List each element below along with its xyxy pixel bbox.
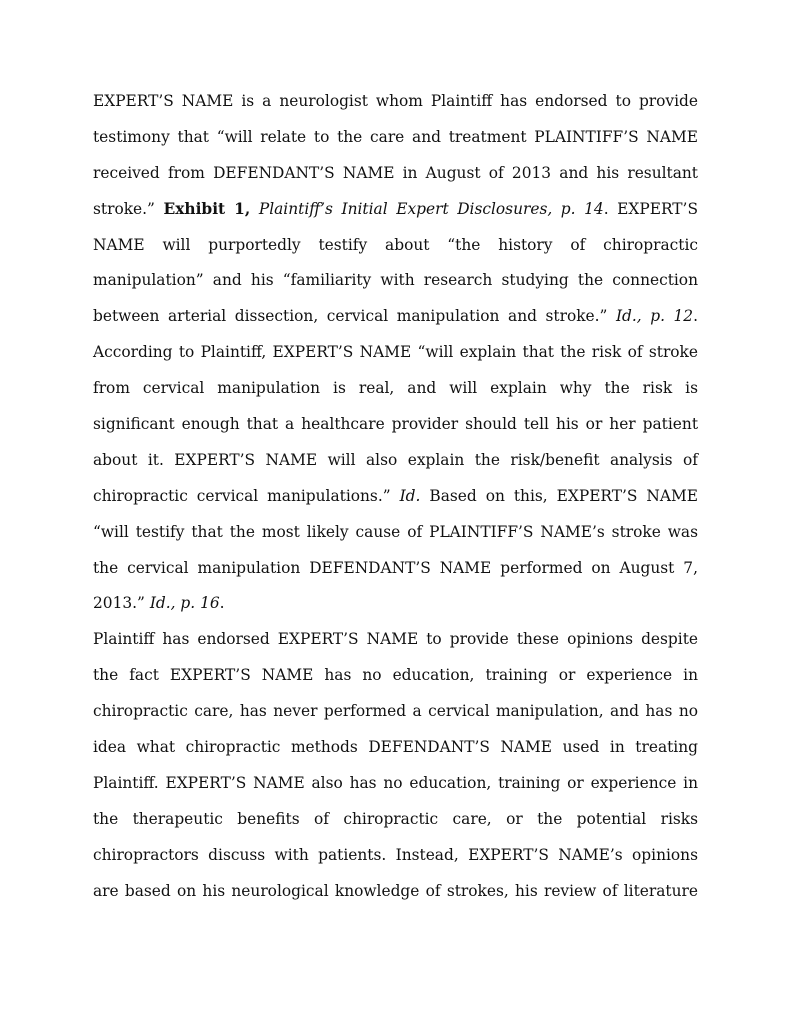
- document-body: [93, 84, 698, 909]
- text-line: [93, 263, 698, 299]
- paragraph-1: [93, 84, 698, 622]
- text-run: Plaintiff has endorsed EXPERT’S NAME to provide these opinions despite: [93, 630, 698, 649]
- text-run: Plaintiff. EXPERT’S NAME also has no education, training or experience in: [93, 773, 698, 792]
- text-line: [93, 838, 698, 874]
- text-line: [93, 407, 698, 443]
- text-line: [93, 622, 698, 658]
- text-line: [93, 299, 698, 335]
- text-run: .: [693, 307, 698, 326]
- paragraph-2: [93, 622, 698, 909]
- text-run: chiropractic care, has never performed a cervical manipulation, and has no: [93, 702, 698, 721]
- text-run: chiropractors discuss with patients. Instead, EXPERT’S NAME’s opinions: [93, 845, 698, 864]
- text-run: are based on his neurological knowledge of strokes, his review of literature: [93, 881, 698, 900]
- text-line: [93, 694, 698, 730]
- text-line: [93, 802, 698, 838]
- text-line: [93, 730, 698, 766]
- text-run: manipulation” and his “familiarity with research studying the connection: [93, 271, 698, 290]
- text-line: [93, 479, 698, 515]
- text-run: . EXPERT’S: [603, 199, 698, 218]
- text-line: [93, 84, 698, 120]
- text-run: the cervical manipulation DEFENDANT’S NAME performed on August 7,: [93, 558, 698, 577]
- text-run: between arterial dissection, cervical manipulation and stroke.”: [93, 307, 616, 326]
- citation: Id.: [399, 486, 421, 505]
- text-line: [93, 586, 698, 622]
- text-run: EXPERT’S NAME is a neurologist whom Plaintiff has endorsed to provide: [93, 92, 698, 110]
- text-run: NAME will purportedly testify about “the history of chiropractic: [93, 235, 698, 254]
- citation: Plaintiff’s Initial Expert Disclosures, p. 14: [258, 199, 604, 218]
- text-line: [93, 120, 698, 156]
- text-run: 2013.”: [93, 594, 150, 613]
- text-run: about it. EXPERT’S NAME will also explain the risk/benefit analysis of: [93, 450, 698, 469]
- text-line: [93, 874, 698, 910]
- text-line: [93, 551, 698, 587]
- text-run: chiropractic cervical manipulations.”: [93, 486, 400, 505]
- text-run: significant enough that a healthcare provider should tell his or her patient: [93, 415, 698, 434]
- citation: Id., p. 12: [615, 307, 694, 326]
- text-run: testimony that “will relate to the care and treatment PLAINTIFF’S NAME: [93, 127, 698, 146]
- text-run: the fact EXPERT’S NAME has no education, training or experience in: [93, 666, 698, 685]
- text-line: [93, 371, 698, 407]
- text-line: [93, 192, 698, 228]
- text-run: [250, 200, 259, 218]
- text-line: [93, 335, 698, 371]
- text-line: [93, 156, 698, 192]
- citation: Id., p. 16: [149, 594, 220, 613]
- text-run: from cervical manipulation is real, and will explain why the risk is: [93, 379, 698, 398]
- exhibit-reference: Exhibit 1,: [163, 199, 251, 218]
- text-run: .: [219, 594, 225, 613]
- text-run: According to Plaintiff, EXPERT’S NAME “will explain that the risk of stroke: [93, 343, 698, 362]
- text-run: Based on this, EXPERT’S NAME: [420, 486, 698, 505]
- text-line: [93, 658, 698, 694]
- text-run: “will testify that the most likely cause of PLAINTIFF’S NAME’s stroke was: [93, 522, 698, 541]
- text-line: [93, 443, 698, 479]
- text-run: received from DEFENDANT’S NAME in August of 2013 and his resultant: [93, 163, 698, 182]
- text-line: [93, 766, 698, 802]
- text-run: the therapeutic benefits of chiropractic care, or the potential risks: [93, 809, 698, 828]
- text-run: idea what chiropractic methods DEFENDANT’S NAME used in treating: [93, 738, 698, 757]
- text-line: [93, 228, 698, 264]
- text-line: [93, 515, 698, 551]
- text-run: stroke.”: [93, 199, 164, 218]
